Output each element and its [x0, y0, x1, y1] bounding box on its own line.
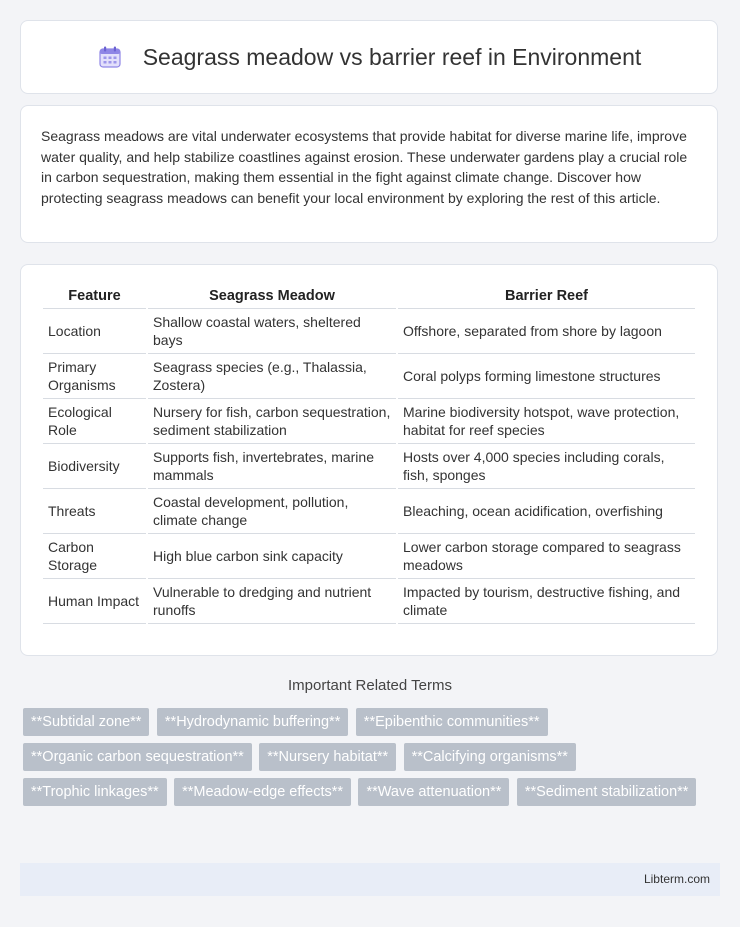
table-row	[43, 444, 695, 489]
table-cell: Impacted by tourism, destructive fishing, and climate	[398, 579, 695, 624]
table-cell: Coral polyps forming limestone structures	[398, 354, 695, 399]
table-row	[43, 579, 695, 624]
related-term-tag[interactable]: **Epibenthic communities**	[356, 708, 548, 736]
related-term-tag[interactable]: **Sediment stabilization**	[517, 778, 697, 806]
related-term-tag[interactable]: **Meadow-edge effects**	[174, 778, 351, 806]
related-terms-list	[23, 708, 723, 813]
table-cell: Primary Organisms	[43, 354, 146, 399]
related-term-tag[interactable]: **Hydrodynamic buffering**	[157, 708, 348, 736]
calendar-icon	[97, 44, 123, 70]
header-feature: Feature	[43, 283, 146, 309]
table-header-row	[43, 283, 695, 309]
table-cell: Vulnerable to dredging and nutrient runoffs	[148, 579, 396, 624]
intro-paragraph: Seagrass meadows are vital underwater ecosystems that provide habitat for diverse marine life, improve water quality, and help stabilize coastlines against erosion. These underwater gardens play a crucial role in carbon sequestration, making them essential in the fight against climate change. Discover how protecting seagrass meadows can benefit your local environment by exploring the rest of this article.	[41, 128, 688, 206]
table-cell: Offshore, separated from shore by lagoon	[398, 309, 695, 354]
page-title: Seagrass meadow vs barrier reef in Environment	[142, 43, 642, 70]
table-row	[43, 489, 695, 534]
related-term-tag[interactable]: **Subtidal zone**	[23, 708, 149, 736]
table-cell: Coastal development, pollution, climate change	[148, 489, 396, 534]
table-cell: High blue carbon sink capacity	[148, 534, 396, 579]
footer	[20, 863, 720, 896]
intro-card	[20, 105, 718, 243]
table-row	[43, 399, 695, 444]
table-cell: Hosts over 4,000 species including corals, fish, sponges	[398, 444, 695, 489]
table-cell: Ecological Role	[43, 399, 146, 444]
comparison-table-card	[20, 264, 718, 656]
table-row	[43, 354, 695, 399]
table-cell: Bleaching, ocean acidification, overfishing	[398, 489, 695, 534]
table-cell: Supports fish, invertebrates, marine mammals	[148, 444, 396, 489]
table-cell: Location	[43, 309, 146, 354]
footer-site-link[interactable]: Libterm.com	[643, 872, 710, 886]
header-barrier-reef: Barrier Reef	[398, 283, 695, 309]
table-cell: Biodiversity	[43, 444, 146, 489]
title-card	[20, 20, 718, 94]
table-cell: Marine biodiversity hotspot, wave protection, habitat for reef species	[398, 399, 695, 444]
table-cell: Threats	[43, 489, 146, 534]
related-term-tag[interactable]: **Trophic linkages**	[23, 778, 167, 806]
related-term-tag[interactable]: **Nursery habitat**	[259, 743, 396, 771]
related-terms-title: Important Related Terms	[288, 677, 452, 694]
table-cell: Shallow coastal waters, sheltered bays	[148, 309, 396, 354]
table-cell: Carbon Storage	[43, 534, 146, 579]
related-term-tag[interactable]: **Organic carbon sequestration**	[23, 743, 252, 771]
related-term-tag[interactable]: **Calcifying organisms**	[404, 743, 576, 771]
related-term-tag[interactable]: **Wave attenuation**	[358, 778, 509, 806]
table-cell: Human Impact	[43, 579, 146, 624]
table-row	[43, 534, 695, 579]
table-cell: Nursery for fish, carbon sequestration, sediment stabilization	[148, 399, 396, 444]
comparison-table	[41, 283, 697, 624]
header-seagrass-meadow: Seagrass Meadow	[148, 283, 396, 309]
table-cell: Lower carbon storage compared to seagrass meadows	[398, 534, 695, 579]
table-row	[43, 309, 695, 354]
table-cell: Seagrass species (e.g., Thalassia, Zostera)	[148, 354, 396, 399]
